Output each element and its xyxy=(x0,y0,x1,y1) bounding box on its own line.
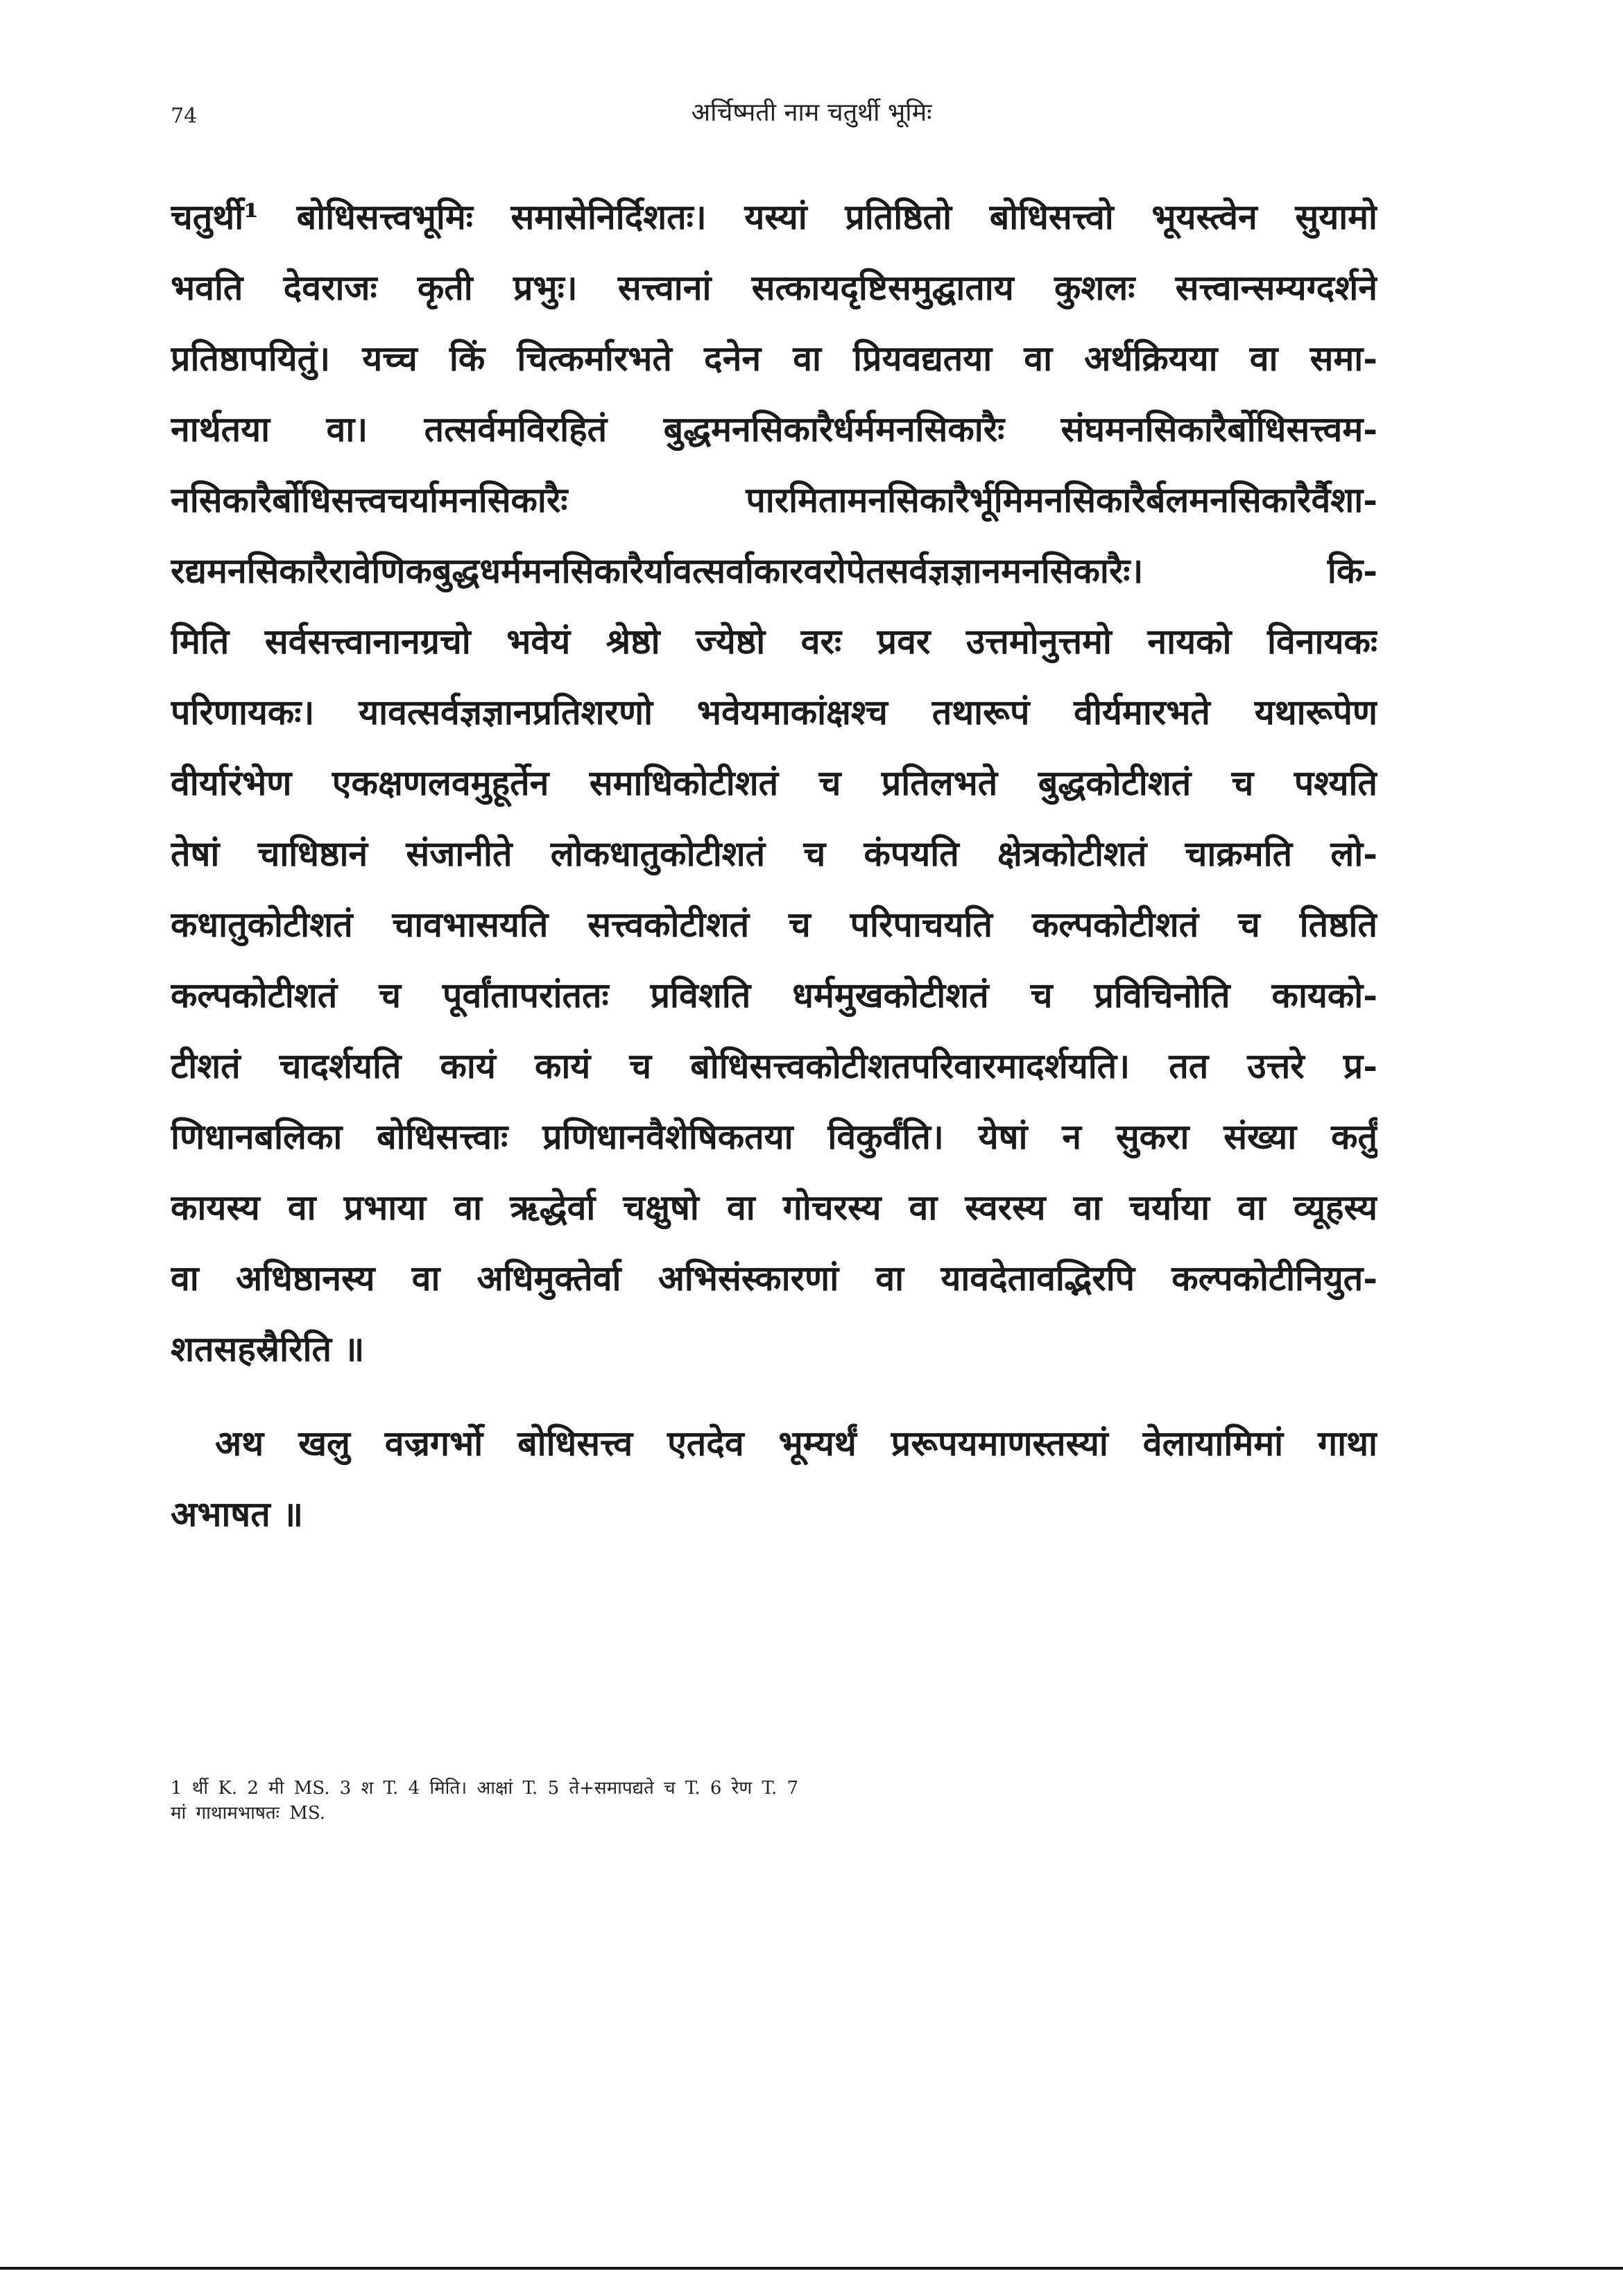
text-line: मिति सर्वसत्त्वानानग्रचो भवेयं श्रेष्ठो ज्येष्ठो वरः प्रवर उत्तमोनुत्तमो नायको विनायकः xyxy=(171,621,1377,662)
text-line: णिधानबलिका बोधिसत्त्वाः प्रणिधानवैशेषिकतया विकुर्वंति। येषां न सुकरा संख्या कर्तुं xyxy=(171,1116,1377,1157)
text-line: प्रतिष्ठापयितुं। यच्च किं चित्कर्मारभते दनेन वा प्रियवद्यतया वा अर्थक्रियया वा समा- xyxy=(171,338,1377,379)
footnote-row: 1 र्थी K. 2 मी MS. 3 श T. 4 मिति। आक्षां T. 5 ते+समापद्यते च T. 6 रेण T. 7 xyxy=(171,1778,799,1799)
text-line: वा अधिष्ठानस्य वा अधिमुक्तेर्वा अभिसंस्कारणां वा यावदेतावद्भिरपि कल्पकोटीनियुत- xyxy=(171,1258,1377,1299)
text-line: कायस्य वा प्रभाया वा ऋद्धेर्वा चक्षुषो वा गोचरस्य वा स्वरस्य वा चर्याया वा व्यूहस्य xyxy=(171,1187,1377,1228)
text-line: रद्यमनसिकारैरावेणिकबुद्धधर्ममनसिकारैर्यावत्सर्वाकारवरोपेतसर्वज्ञज्ञानमनसिकारैः। कि- xyxy=(171,550,1377,591)
text-line: शतसहस्रैरिति ॥ xyxy=(171,1328,365,1369)
text-line: नसिकारैर्बोधिसत्त्वचर्यामनसिकारैः पारमितामनसिकारैर्भूमिमनसिकारैर्बलमनसिकारैर्वैशा- xyxy=(171,479,1377,520)
text-line: कधातुकोटीशतं चावभासयति सत्त्वकोटीशतं च परिपाचयति कल्पकोटीशतं च तिष्ठति xyxy=(171,904,1377,945)
text-line: भवति देवराजः कृती प्रभुः। सत्त्वानां सत्कायदृष्टिसमुद्घाताय कुशलः सत्त्वान्सम्यग्दर्शने xyxy=(171,267,1377,308)
verse-intro-line: अभाषत ॥ xyxy=(171,1493,304,1534)
footnotes xyxy=(171,1776,1377,1826)
text-line: टीशतं चादर्शयति कायं कायं च बोधिसत्त्वकोटीशतपरिवारमादर्शयति। तत उत्तरे प्र- xyxy=(171,1045,1377,1086)
text-line: चतुर्थी¹ बोधिसत्त्वभूमिः समासेनिर्दिशतः। यस्यां प्रतिष्ठितो बोधिसत्त्वो भूयस्त्वेन सुयामो xyxy=(171,196,1377,237)
main-text xyxy=(171,182,1377,1550)
text-line: कल्पकोटीशतं च पूर्वांतापरांततः प्रविशति धर्ममुखकोटीशतं च प्रविचिनोति कायको- xyxy=(171,975,1377,1016)
running-header: अर्चिष्मती नाम चतुर्थी भूमिः xyxy=(691,98,932,127)
text-line: वीर्यारंभेण एकक्षणलवमुहूर्तेन समाधिकोटीशतं च प्रतिलभते बुद्धकोटीशतं च पश्यति xyxy=(171,762,1377,803)
verse-intro-line: अथ खलु वज्रगर्भो बोधिसत्त्व एतदेव भूम्यर्थं प्ररूपयमाणस्तस्यां वेलायामिमां गाथा xyxy=(215,1423,1377,1464)
page-number: 74 xyxy=(171,104,198,128)
text-line: परिणायकः। यावत्सर्वज्ञज्ञानप्रतिशरणो भवेयमाकांक्षश्च तथारूपं वीर्यमारभते यथारूपेण xyxy=(171,692,1377,733)
footnote-row: मां गाथामभाषतः MS. xyxy=(171,1803,325,1824)
text-line: तेषां चाधिष्ठानं संजानीते लोकधातुकोटीशतं च कंपयति क्षेत्रकोटीशतं चाक्रमति लो- xyxy=(171,833,1377,874)
text-line: नार्थतया वा। तत्सर्वमविरहितं बुद्धमनसिकारैर्धर्ममनसिकारैः संघमनसिकारैर्बोधिसत्त्वम- xyxy=(171,409,1377,449)
bottom-rule xyxy=(0,2267,1623,2270)
